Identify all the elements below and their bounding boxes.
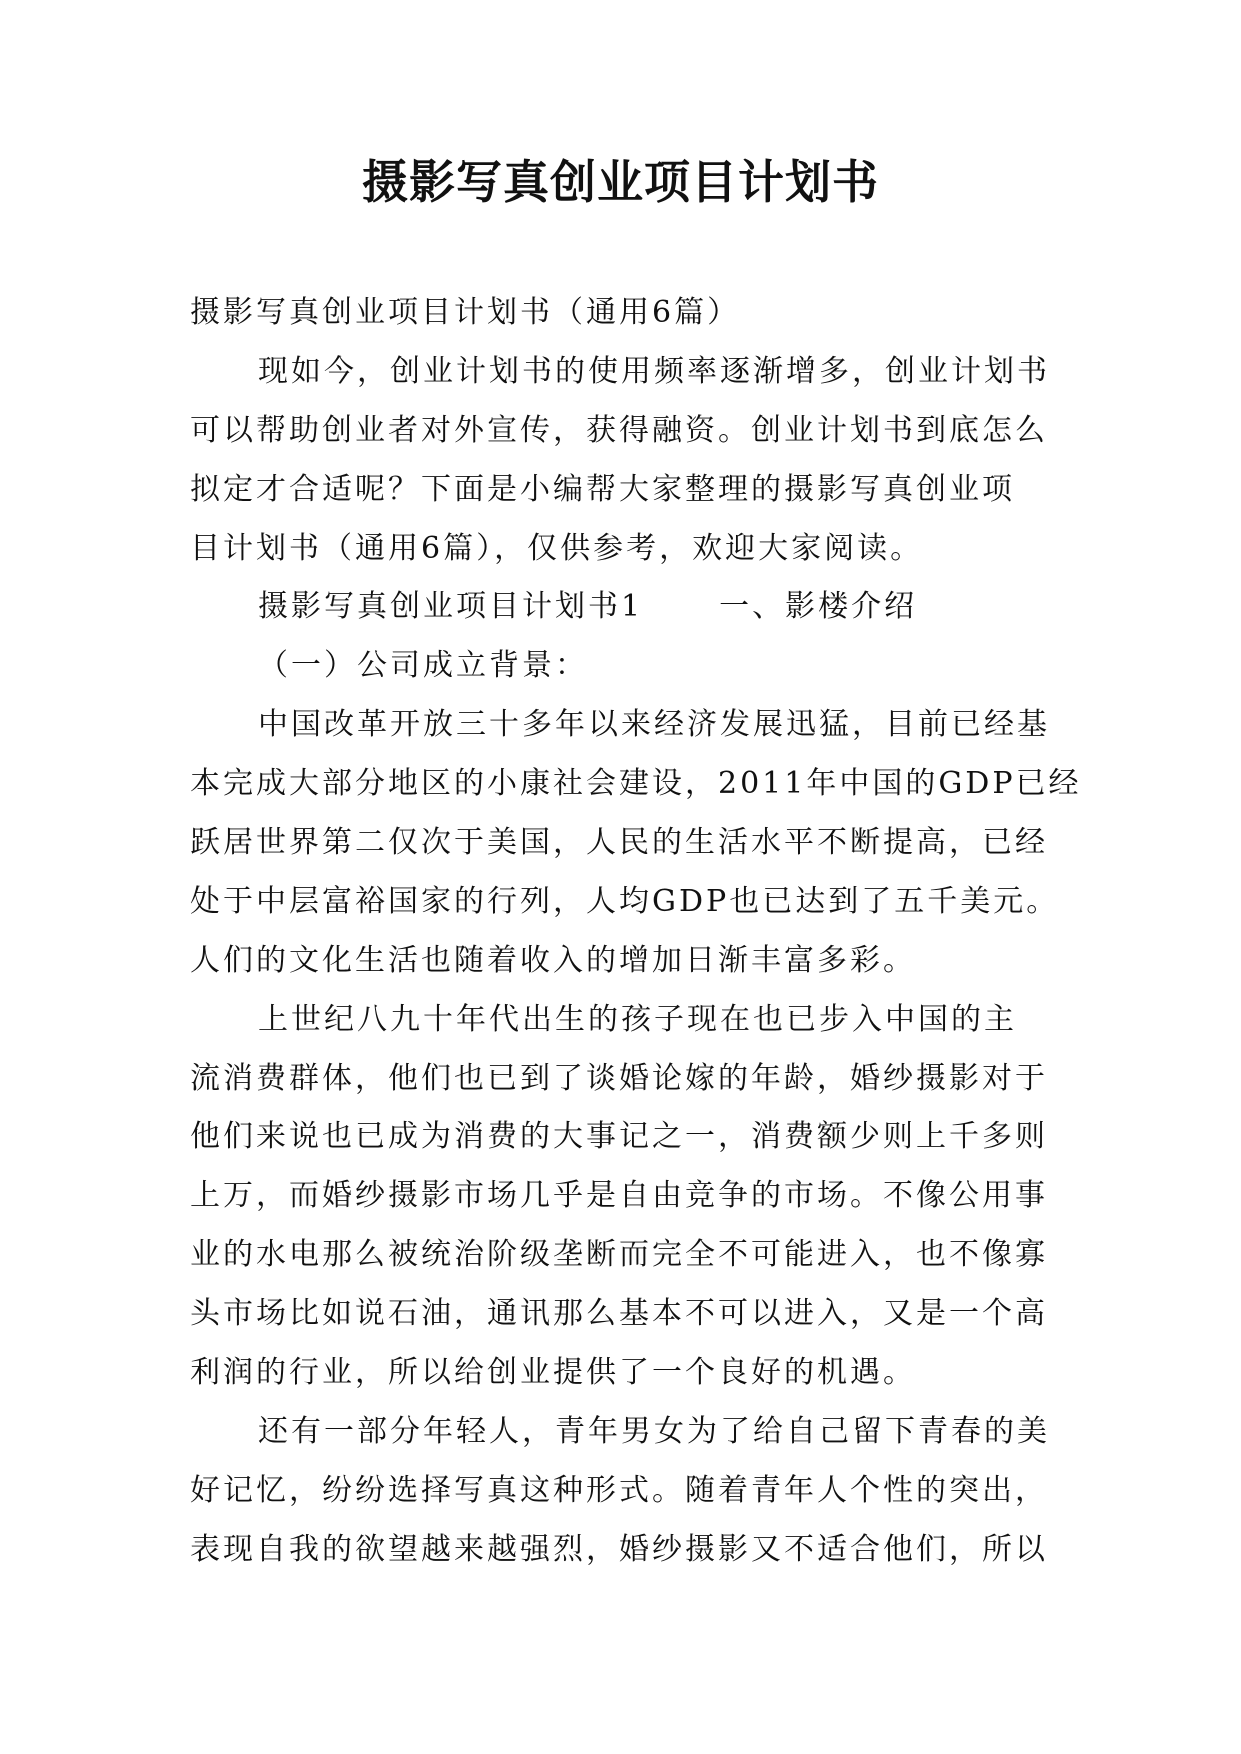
paragraph-line: 上世纪八九十年代出生的孩子现在也已步入中国的主 bbox=[258, 1001, 1017, 1037]
paragraph-line: 他们来说也已成为消费的大事记之一，消费额少则上千多则 bbox=[190, 1119, 1048, 1155]
background-paragraph-2 bbox=[190, 991, 1060, 1403]
paragraph-line: 头市场比如说石油，通讯那么基本不可以进入，又是一个高 bbox=[190, 1296, 1048, 1332]
paragraph-line: 人们的文化生活也随着收入的增加日渐丰富多彩。 bbox=[190, 942, 916, 978]
paragraph-line: 表现自我的欲望越来越强烈，婚纱摄影又不适合他们，所以 bbox=[190, 1531, 1048, 1567]
paragraph-line: 可以帮助创业者对外宣传，获得融资。创业计划书到底怎么 bbox=[190, 412, 1048, 448]
section-heading bbox=[190, 578, 1060, 637]
paragraph-line: 本完成大部分地区的小康社会建设，2011年中国的GDP已经 bbox=[190, 766, 1082, 802]
background-paragraph-1 bbox=[190, 696, 1082, 990]
paragraph-line: 流消费群体，他们也已到了谈婚论嫁的年龄，婚纱摄影对于 bbox=[190, 1060, 1048, 1096]
document-title: 摄影写真创业项目计划书 bbox=[362, 155, 879, 209]
document-body bbox=[190, 284, 1082, 1580]
paragraph-line: 跃居世界第二仅次于美国，人民的生活水平不断提高，已经 bbox=[190, 825, 1048, 861]
paragraph-line: 处于中层富裕国家的行列，人均GDP也已达到了五千美元。 bbox=[190, 883, 1060, 919]
background-paragraph-3 bbox=[190, 1403, 1060, 1580]
paragraph-line: 业的水电那么被统治阶级垄断而完全不可能进入，也不像寡 bbox=[190, 1237, 1048, 1273]
section-chapter-label: 一、影楼介绍 bbox=[719, 589, 918, 625]
paragraph-line: 中国改革开放三十多年以来经济发展迅猛，目前已经基 bbox=[258, 707, 1050, 743]
intro-paragraph bbox=[190, 343, 1060, 579]
paragraph-line: 拟定才合适呢？下面是小编帮大家整理的摄影写真创业项 bbox=[190, 471, 1015, 507]
document-subtitle: 摄影写真创业项目计划书（通用6篇） bbox=[190, 295, 741, 330]
section-part-label: 摄影写真创业项目计划书1 bbox=[258, 589, 644, 625]
paragraph-line: 好记忆，纷纷选择写真这种形式。随着青年人个性的突出， bbox=[190, 1472, 1048, 1508]
paragraph-line: 利润的行业，所以给创业提供了一个良好的机遇。 bbox=[190, 1355, 916, 1391]
paragraph-line: 现如今，创业计划书的使用频率逐渐增多，创业计划书 bbox=[258, 353, 1050, 389]
paragraph-line: 上万，而婚纱摄影市场几乎是自由竞争的市场。不像公用事 bbox=[190, 1178, 1048, 1214]
paragraph-line: 还有一部分年轻人，青年男女为了给自己留下青春的美 bbox=[258, 1413, 1050, 1449]
subsection-heading: （一）公司成立背景： bbox=[258, 648, 588, 684]
paragraph-line: 目计划书（通用6篇），仅供参考，欢迎大家阅读。 bbox=[190, 530, 924, 566]
